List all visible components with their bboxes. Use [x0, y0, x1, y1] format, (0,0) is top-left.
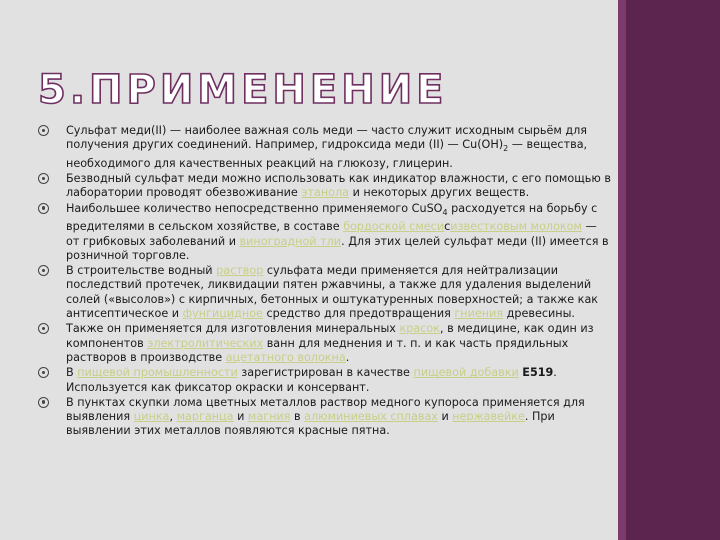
circle-bullet-icon [38, 125, 49, 136]
link-zinc[interactable]: цинка [133, 410, 170, 424]
circle-bullet-icon [38, 397, 49, 408]
link-solution[interactable]: раствор [216, 264, 264, 278]
list-item: Сульфат меди(II) — наиболее важная соль меди — часто служит исходным сырьём для получения других соединений. Например, гидроксида меди (II) — $Cu(OH)_2$ — вещества, необходимого для качественных реакций на глюкозу, глицерин. [38, 124, 613, 171]
list-item: В пунктах скупки лома цветных металлов раствор медного купороса применяется для выявления цинка, марганца и магния в алюминиевых сплавах и нержавейке. При выявлении этих металлов появляются красные пятна. [38, 396, 613, 439]
link-bordeaux-mixture[interactable]: бордоской смеси [343, 220, 445, 234]
list-item: Безводный сульфат меди можно использовать как индикатор влажности, с его помощью в лаборатории проводят обезвоживание этанола и некоторых других веществ. [38, 172, 613, 201]
link-stainless-steel[interactable]: нержавейке [452, 410, 525, 424]
list-item: В строительстве водный раствор сульфата меди применяется для нейтрализации последствий протечек, ликвидации пятен ржавчины, а также для удаления выделений солей («высолов») с кирпичных, бетонных и оштукатуренных поверхностей; а также как антисептическое и фунгицидное средство для предотвращения гниения древесины. [38, 264, 613, 321]
circle-bullet-icon [38, 265, 49, 276]
link-acetate-fiber[interactable]: ацетатного волокна [225, 350, 346, 364]
list-item: Также он применяется для изготовления минеральных красок, в медицине, как один из компонентов электролитических ванн для меднения и т. п. и как часть прядильных растворов в производстве ацетатного волокна. [38, 322, 613, 365]
circle-bullet-icon [38, 173, 49, 184]
list-item: Наибольшее количество непосредственно применяемого CuSO$_4$ расходуется на борьбу с вредителями в сельском хозяйстве, в составе бордоской смесисизвестковым молоком — от грибковых заболеваний и виноградной тли. Для этих целей сульфат меди (II) имеется в розничной торговле. [38, 202, 613, 263]
link-food-industry[interactable]: пищевой промышленности [77, 366, 238, 380]
link-ethanol[interactable]: этанола [301, 186, 350, 200]
circle-bullet-icon [38, 367, 49, 378]
additive-code: E519 [522, 366, 554, 380]
bullet-list [38, 124, 613, 440]
slide-title: 5.ПРИМЕНЕНИЕ [38, 67, 448, 113]
circle-bullet-icon [38, 323, 49, 334]
link-fungicidal[interactable]: фунгицидное [182, 307, 263, 321]
link-grape-aphid[interactable]: виноградной тли [239, 234, 342, 248]
link-paints[interactable]: красок [399, 322, 440, 336]
link-magnesium[interactable]: магния [247, 410, 291, 424]
decorative-side-band [618, 0, 720, 540]
link-food-additive[interactable]: пищевой добавки [413, 366, 519, 380]
link-electrolytic[interactable]: электролитических [147, 336, 264, 350]
circle-bullet-icon [38, 203, 49, 214]
list-item: В пищевой промышленности зарегистрирован в качестве пищевой добавки E519. Используется как фиксатор окраски и консервант. [38, 366, 613, 395]
link-manganese[interactable]: марганца [176, 410, 234, 424]
link-lime-milk[interactable]: известковым молоком [450, 220, 582, 234]
link-rotting[interactable]: гниения [454, 307, 504, 321]
link-aluminum-alloys[interactable]: алюминиевых сплавах [304, 410, 438, 424]
